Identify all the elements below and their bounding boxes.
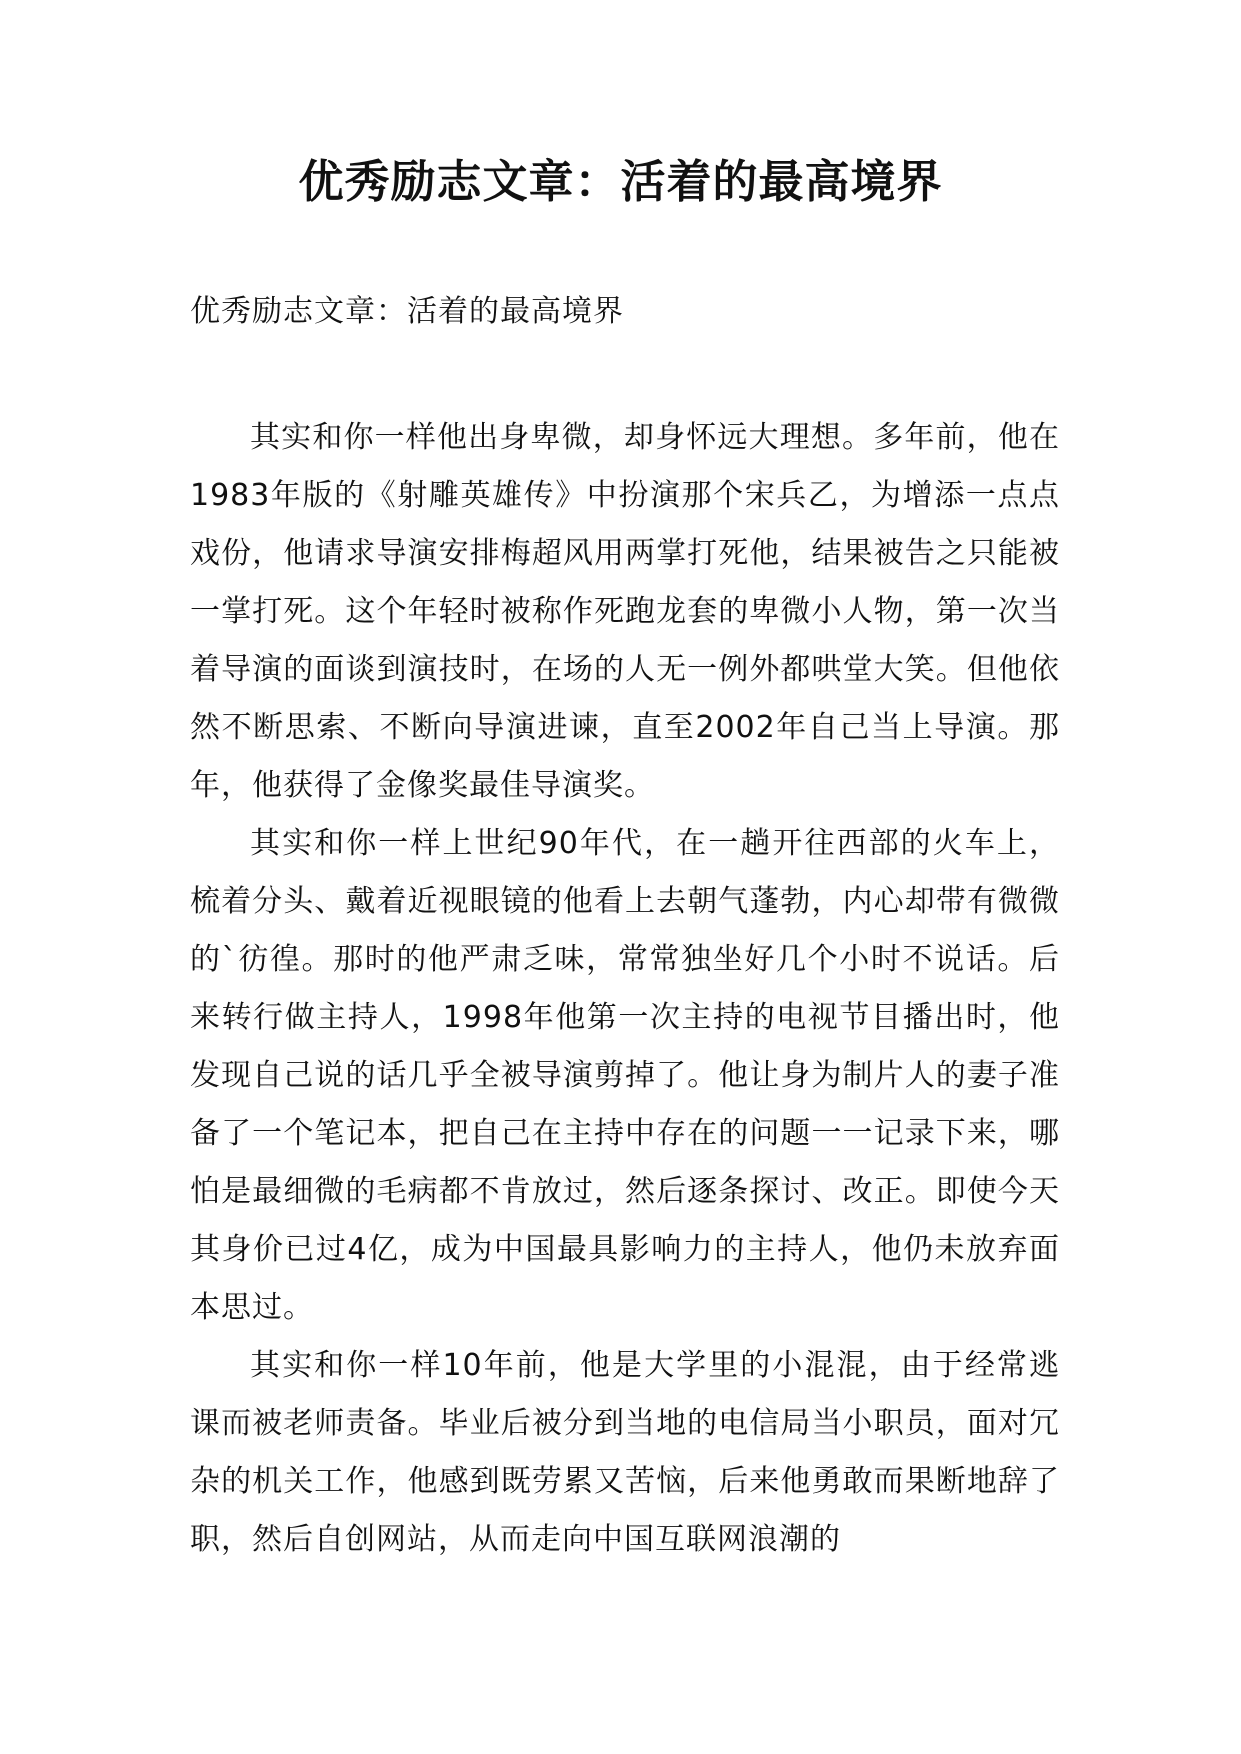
document-body: [190, 409, 1060, 1569]
paragraph: 其实和你一样他出身卑微，却身怀远大理想。多年前，他在1983年版的《射雕英雄传》中扮演那个宋兵乙，为增添一点点戏份，他请求导演安排梅超风用两掌打死他，结果被告之只能被一掌打死。这个年轻时被称作死跑龙套的卑微小人物，第一次当着导演的面谈到演技时，在场的人无一例外都哄堂大笑。但他依然不断思索、不断向导演进谏，直至2002年自己当上导演。那年，他获得了金像奖最佳导演奖。: [190, 420, 1060, 803]
document-title: 优秀励志文章：活着的最高境界: [298, 155, 943, 208]
document-subtitle: 优秀励志文章：活着的最高境界: [190, 294, 624, 329]
paragraph: 其实和你一样10年前，他是大学里的小混混，由于经常逃课而被老师责备。毕业后被分到当地的电信局当小职员，面对冗杂的机关工作，他感到既劳累又苦恼，后来他勇敢而果断地辞了职，然后自创网站，从而走向中国互联网浪潮的: [190, 1348, 1060, 1557]
paragraph: 其实和你一样上世纪90年代，在一趟开往西部的火车上，梳着分头、戴着近视眼镜的他看上去朝气蓬勃，内心却带有微微的`彷徨。那时的他严肃乏味，常常独坐好几个小时不说话。后来转行做主持人，1998年他第一次主持的电视节目播出时，他发现自己说的话几乎全被导演剪掉了。他让身为制片人的妻子准备了一个笔记本，把自己在主持中存在的问题一一记录下来，哪怕是最细微的毛病都不肯放过，然后逐条探讨、改正。即使今天其身价已过4亿，成为中国最具影响力的主持人，他仍未放弃面本思过。: [190, 826, 1060, 1325]
